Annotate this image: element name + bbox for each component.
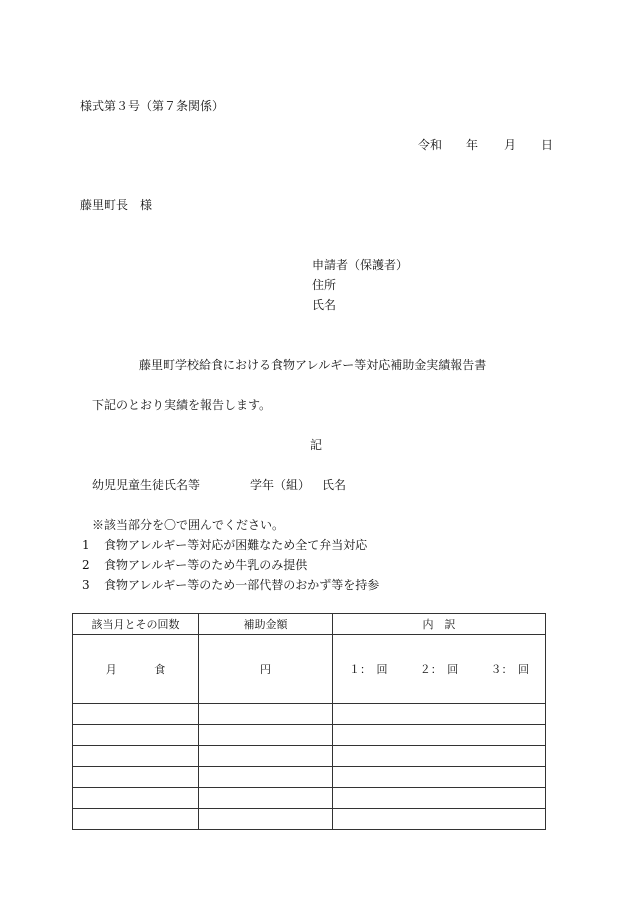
unit-meals: 食 [154,663,166,676]
breakdown-cell[interactable] [333,746,546,767]
amount-cell[interactable] [199,746,333,767]
amount-cell[interactable] [199,725,333,746]
option-number: 1 [82,538,90,552]
table-row [73,725,546,746]
report-table [72,613,546,830]
date-era: 令和 [418,138,443,152]
amount-cell[interactable] [199,704,333,725]
table-row [73,746,546,767]
breakdown-1: １： 回 [349,663,388,676]
form-number: 様式第３号（第７条関係） [80,99,225,113]
student-grade: 学年（組） [250,478,311,492]
table-header-row [73,614,546,635]
ki-heading: 記 [310,438,323,452]
unit-month-meals-cell [73,635,199,704]
amount-cell[interactable] [199,809,333,830]
month-cell[interactable] [73,725,199,746]
amount-cell[interactable] [199,788,333,809]
applicant-label: 申請者（保護者） [312,258,409,272]
unit-breakdown-cell [333,635,546,704]
unit-month: 月 [105,663,117,676]
amount-cell[interactable] [199,767,333,788]
option-text: 食物アレルギー等のため一部代替のおかず等を持参 [104,578,380,592]
header-breakdown: 内 訳 [333,614,546,635]
breakdown-cell[interactable] [333,725,546,746]
option-text: 食物アレルギー等のため牛乳のみ提供 [104,558,308,572]
date-year: 年 [466,138,479,152]
unit-yen: 円 [260,663,271,676]
addressee: 藤里町長 様 [80,198,153,212]
unit-yen-cell [199,635,333,704]
month-cell[interactable] [73,704,199,725]
student-name: 氏名 [322,478,347,492]
month-cell[interactable] [73,767,199,788]
month-cell[interactable] [73,788,199,809]
breakdown-cell[interactable] [333,809,546,830]
month-cell[interactable] [73,746,199,767]
table-row [73,788,546,809]
applicant-address: 住所 [312,278,337,292]
note-text: ※該当部分を〇で囲んでください。 [92,518,285,532]
option-number: 2 [82,558,90,572]
breakdown-cell[interactable] [333,767,546,788]
table-row [73,767,546,788]
table-row [73,704,546,725]
option-text: 食物アレルギー等対応が困難なため全て弁当対応 [104,538,368,552]
intro-text: 下記のとおり実績を報告します。 [92,398,272,412]
breakdown-cell[interactable] [333,788,546,809]
option-number: 3 [82,578,90,592]
table-row [73,809,546,830]
date-day: 日 [541,138,554,152]
breakdown-cell[interactable] [333,704,546,725]
table-unit-row [73,635,546,704]
document-title: 藤里町学校給食における食物アレルギー等対応補助金実績報告書 [139,358,487,372]
date-month: 月 [504,138,517,152]
breakdown-3: ３： 回 [490,663,529,676]
breakdown-2: ２： 回 [419,663,459,676]
student-label: 幼児児童生徒氏名等 [92,478,201,492]
header-amount: 補助金額 [199,614,333,635]
applicant-name: 氏名 [312,298,337,312]
month-cell[interactable] [73,809,199,830]
header-month-count: 該当月とその回数 [73,614,199,635]
